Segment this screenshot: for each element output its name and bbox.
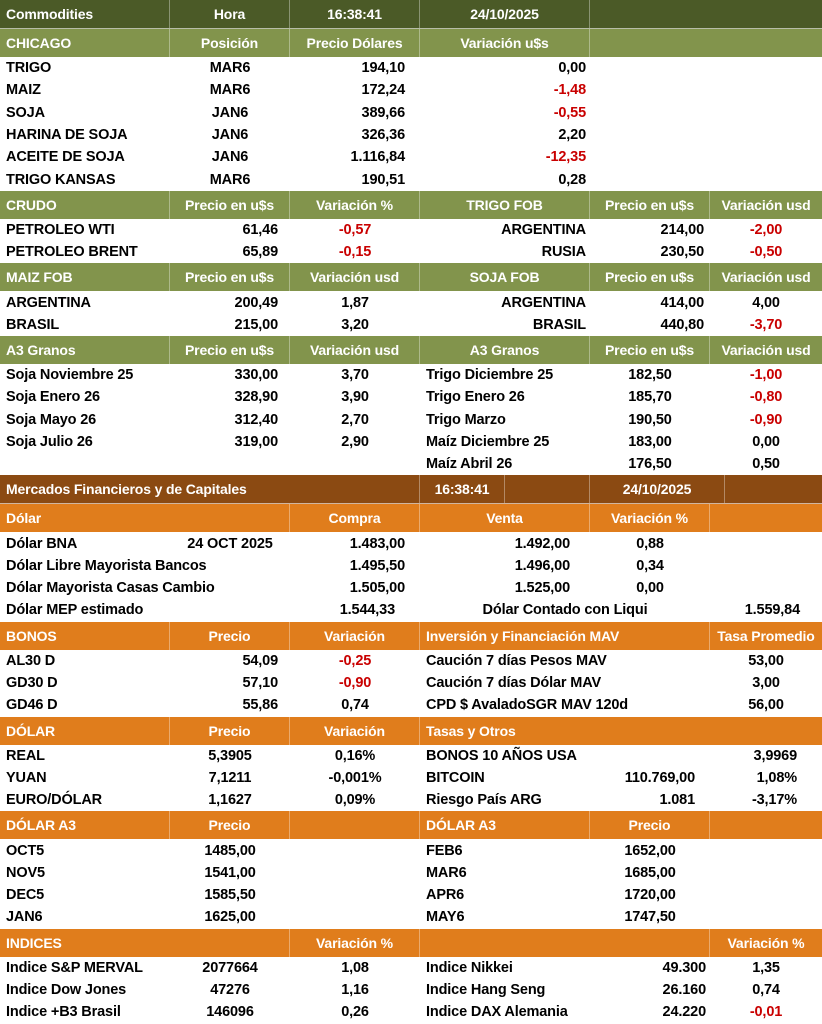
variation-value: 2,90 bbox=[341, 434, 369, 450]
table-row bbox=[0, 694, 822, 716]
table-row bbox=[0, 431, 822, 453]
index-name: Indice Dow Jones bbox=[6, 982, 127, 999]
asset-name: BITCOIN bbox=[426, 769, 485, 786]
table-row bbox=[0, 555, 822, 577]
currency-name: REAL bbox=[6, 747, 45, 764]
chicago-header-row bbox=[0, 29, 822, 57]
variation-value: 0,00 bbox=[558, 60, 586, 77]
future-month: MAY6 bbox=[426, 909, 465, 926]
currency-name: EURO/DÓLAR bbox=[6, 792, 102, 809]
venta-value: 1.496,00 bbox=[514, 557, 570, 574]
price-value: 55,86 bbox=[242, 697, 278, 714]
variation-value: 1,35 bbox=[752, 959, 780, 976]
mav-name: CPD $ AvaladoSGR MAV 120d bbox=[426, 697, 628, 714]
col-header-variacion: Variación % bbox=[290, 191, 420, 219]
asset-variation: 1,08% bbox=[756, 769, 797, 786]
price-value: 1652,00 bbox=[624, 842, 676, 859]
variation-value: -1,48 bbox=[553, 82, 586, 99]
future-month: APR6 bbox=[426, 887, 465, 904]
row-filler bbox=[590, 124, 822, 146]
variation-value: -0,57 bbox=[338, 221, 372, 238]
col-header-precio: Precio bbox=[170, 622, 290, 650]
position-value: JAN6 bbox=[211, 149, 249, 166]
row-filler bbox=[710, 555, 822, 577]
price-value: 194,10 bbox=[361, 60, 405, 77]
table-row bbox=[0, 314, 822, 336]
index-value: 2077664 bbox=[202, 959, 258, 976]
ccl-name: Dólar Contado con Liqui bbox=[482, 602, 648, 619]
price-value: 54,09 bbox=[242, 652, 278, 669]
col-header-variacion: Variación usd bbox=[721, 341, 811, 358]
fx-header-row bbox=[0, 717, 822, 745]
position-value: MAR6 bbox=[209, 60, 251, 77]
price-value: 57,10 bbox=[242, 675, 278, 692]
price-value: 1541,00 bbox=[204, 864, 256, 881]
col-header-variacion: Variación bbox=[290, 717, 420, 745]
contract-name: Soja Mayo 26 bbox=[6, 411, 97, 428]
hora-label: Hora bbox=[170, 0, 290, 28]
row-filler bbox=[710, 839, 822, 861]
price-value: 1720,00 bbox=[624, 887, 676, 904]
fob-header-row bbox=[0, 263, 822, 291]
table-row bbox=[0, 862, 822, 884]
col-header-variacion: Variación % bbox=[290, 929, 420, 957]
mercados-banner-row bbox=[0, 475, 822, 504]
asset-name: BONOS 10 AÑOS USA bbox=[426, 747, 577, 764]
index-name: Indice Nikkei bbox=[426, 959, 513, 976]
section-title-indices: INDICES bbox=[0, 929, 290, 957]
variation-value: -1,00 bbox=[749, 367, 783, 384]
fx-name: Dólar BNA bbox=[6, 535, 78, 552]
report-time: 16:38:41 bbox=[290, 0, 420, 28]
col-header-variacion: Variación % bbox=[727, 934, 805, 951]
price-value: 330,00 bbox=[234, 367, 278, 384]
col-header-precio: Precio bbox=[170, 717, 290, 745]
a3-header-row bbox=[0, 336, 822, 364]
country-name: BRASIL bbox=[532, 316, 586, 333]
index-value: 146096 bbox=[206, 1004, 254, 1021]
section-title-a3-granos: A3 Granos bbox=[0, 336, 170, 364]
col-header-variacion: Variación % bbox=[590, 504, 710, 532]
commodity-name: PETROLEO BRENT bbox=[6, 244, 138, 261]
mav-name: Caución 7 días Dólar MAV bbox=[426, 675, 602, 692]
table-row bbox=[0, 364, 822, 386]
variation-value: 0,26 bbox=[341, 1004, 369, 1021]
contract-name: Soja Julio 26 bbox=[6, 434, 93, 450]
section-title-bonos: BONOS bbox=[0, 622, 170, 650]
header-filler bbox=[505, 475, 590, 503]
contract-name: Trigo Marzo bbox=[426, 411, 506, 428]
col-header-variacion: Variación usd bbox=[721, 196, 811, 213]
price-value: 1585,50 bbox=[204, 887, 256, 904]
price-value: 1747,50 bbox=[624, 909, 676, 926]
table-row bbox=[0, 79, 822, 101]
row-filler bbox=[590, 57, 822, 79]
currency-name: YUAN bbox=[6, 769, 47, 786]
header-filler bbox=[420, 929, 710, 957]
section-title-a3-granos: A3 Granos bbox=[420, 336, 590, 364]
rate-value: 3,00 bbox=[752, 675, 780, 692]
position-value: MAR6 bbox=[209, 171, 251, 188]
ccl-value: 1.559,84 bbox=[744, 602, 800, 619]
index-name: Indice DAX Alemania bbox=[426, 1004, 568, 1021]
price-value: 215,00 bbox=[234, 316, 278, 333]
asset-variation: -3,17% bbox=[751, 792, 797, 809]
price-value: 312,40 bbox=[234, 411, 278, 428]
index-value: 49.300 bbox=[662, 959, 706, 976]
variation-value: -0,01 bbox=[749, 1004, 783, 1021]
crudo-header-row bbox=[0, 191, 822, 219]
asset-price bbox=[590, 745, 710, 767]
asset-name: Riesgo País ARG bbox=[426, 792, 542, 809]
variation-value: 0,50 bbox=[752, 456, 780, 473]
price-value: 200,49 bbox=[234, 294, 278, 311]
rate-value: 56,00 bbox=[748, 697, 784, 714]
variation-value: 1,08 bbox=[341, 959, 369, 976]
price-value: 176,50 bbox=[628, 456, 672, 473]
price-value: 65,89 bbox=[242, 244, 278, 261]
country-name: ARGENTINA bbox=[6, 294, 91, 311]
bond-name: GD30 D bbox=[6, 675, 58, 692]
country-name: ARGENTINA bbox=[501, 221, 586, 238]
col-header-variacion: Variación bbox=[290, 622, 420, 650]
table-row bbox=[0, 453, 822, 475]
variation-value: -0,90 bbox=[749, 411, 783, 428]
section-title-mercados: Mercados Financieros y de Capitales bbox=[0, 475, 420, 503]
report-time: 16:38:41 bbox=[420, 475, 505, 503]
variation-value: -2,00 bbox=[749, 221, 783, 238]
variation-value: 0,00 bbox=[752, 434, 780, 450]
bond-name: GD46 D bbox=[6, 697, 58, 714]
price-value: 185,70 bbox=[628, 389, 672, 406]
table-row bbox=[0, 57, 822, 79]
index-value: 24.220 bbox=[662, 1004, 706, 1021]
col-header-compra: Compra bbox=[290, 504, 420, 532]
table-row bbox=[0, 241, 822, 263]
table-row bbox=[0, 789, 822, 811]
future-month: JAN6 bbox=[6, 909, 43, 926]
variation-value: 3,90 bbox=[341, 389, 369, 406]
table-row bbox=[0, 906, 822, 928]
variation-value: 0,34 bbox=[636, 557, 664, 574]
variation-value: 2,70 bbox=[341, 411, 369, 428]
table-row bbox=[0, 767, 822, 789]
price-value: 414,00 bbox=[660, 294, 704, 311]
price-value: 389,66 bbox=[361, 104, 405, 121]
row-filler bbox=[590, 168, 822, 190]
bond-name: AL30 D bbox=[6, 652, 56, 669]
table-row bbox=[0, 124, 822, 146]
variation-value: -0,90 bbox=[338, 675, 372, 692]
country-name: RUSIA bbox=[541, 244, 586, 261]
table-row bbox=[0, 884, 822, 906]
variation-value: -0,50 bbox=[749, 244, 783, 261]
price-value: 1.116,84 bbox=[350, 149, 405, 166]
dolar-header-row bbox=[0, 504, 822, 532]
table-row bbox=[0, 1001, 822, 1023]
contract-name: Trigo Diciembre 25 bbox=[426, 367, 554, 384]
col-header-precio: Precio bbox=[590, 811, 710, 839]
price-value: 172,24 bbox=[361, 82, 405, 99]
future-month: DEC5 bbox=[6, 887, 45, 904]
future-month: MAR6 bbox=[426, 864, 467, 881]
report-header-row bbox=[0, 0, 822, 29]
section-title-chicago: CHICAGO bbox=[0, 29, 170, 57]
col-header-precio: Precio en u$s bbox=[590, 191, 710, 219]
fx-name: Dólar Mayorista Casas Cambio bbox=[6, 580, 215, 597]
row-filler bbox=[590, 79, 822, 101]
col-header-precio: Precio bbox=[170, 811, 290, 839]
price-value: 319,00 bbox=[234, 434, 278, 450]
col-header-precio: Precio en u$s bbox=[170, 191, 290, 219]
table-row bbox=[0, 839, 822, 861]
table-row bbox=[0, 102, 822, 124]
report-date: 24/10/2025 bbox=[590, 475, 725, 503]
table-row bbox=[0, 979, 822, 1001]
country-name: BRASIL bbox=[6, 316, 60, 333]
price-value: 1485,00 bbox=[204, 842, 256, 859]
row-filler bbox=[710, 577, 822, 599]
mep-value: 1.544,33 bbox=[339, 602, 395, 619]
variation-value: 3,20 bbox=[341, 316, 369, 333]
section-title-dolar-monedas: DÓLAR bbox=[0, 717, 170, 745]
col-header-variacion: Variación u$s bbox=[420, 29, 590, 57]
future-month: OCT5 bbox=[6, 842, 45, 859]
index-value: 47276 bbox=[210, 982, 250, 999]
contract-name: Maíz Abril 26 bbox=[426, 456, 513, 473]
compra-value: 1.483,00 bbox=[349, 535, 405, 552]
index-value: 26.160 bbox=[662, 982, 706, 999]
col-header-precio: Precio en u$s bbox=[170, 263, 290, 291]
report-date: 24/10/2025 bbox=[420, 0, 590, 28]
table-row bbox=[0, 386, 822, 408]
price-value: 190,50 bbox=[628, 411, 672, 428]
row-filler bbox=[710, 906, 822, 928]
variation-value: 2,20 bbox=[558, 127, 586, 144]
price-value: 5,3905 bbox=[208, 747, 252, 764]
commodity-name: HARINA DE SOJA bbox=[6, 127, 128, 144]
commodity-name: TRIGO KANSAS bbox=[6, 171, 116, 188]
table-row bbox=[0, 146, 822, 168]
section-title-tasas-y-otros: Tasas y Otros bbox=[426, 722, 516, 739]
price-value: 1,1627 bbox=[208, 792, 252, 809]
table-row bbox=[0, 672, 822, 694]
section-title-dolar-a3: DÓLAR A3 bbox=[0, 811, 170, 839]
col-header-precio: Precio en u$s bbox=[590, 263, 710, 291]
col-header-venta: Venta bbox=[420, 504, 590, 532]
position-value: JAN6 bbox=[211, 104, 249, 121]
report-title: Commodities bbox=[0, 0, 170, 28]
price-value: 61,46 bbox=[242, 221, 278, 238]
col-header-posicion: Posición bbox=[170, 29, 290, 57]
index-name: Indice Hang Seng bbox=[426, 982, 546, 999]
section-title-dolar-a3: DÓLAR A3 bbox=[420, 811, 590, 839]
compra-value: 1.505,00 bbox=[349, 580, 405, 597]
contract-name: Soja Enero 26 bbox=[6, 389, 100, 406]
dolar-a3-header-row bbox=[0, 811, 822, 839]
row-filler bbox=[710, 532, 822, 554]
header-filler bbox=[290, 811, 420, 839]
price-value: 7,1211 bbox=[208, 769, 252, 786]
rate-value: 53,00 bbox=[748, 652, 784, 669]
asset-price: 1.081 bbox=[659, 792, 695, 809]
commodity-name: PETROLEO WTI bbox=[6, 221, 115, 238]
row-filler bbox=[710, 884, 822, 906]
price-value: 182,50 bbox=[628, 367, 672, 384]
variation-value: 0,88 bbox=[636, 535, 664, 552]
header-filler bbox=[590, 29, 822, 57]
col-header-tasa-promedio: Tasa Promedio bbox=[717, 627, 815, 644]
price-value: 183,00 bbox=[628, 434, 672, 450]
variation-value: 1,87 bbox=[341, 294, 369, 311]
variation-value: 0,74 bbox=[341, 697, 369, 714]
row-filler bbox=[0, 453, 420, 475]
contract-name: Soja Noviembre 25 bbox=[6, 367, 134, 384]
variation-value: 3,70 bbox=[341, 367, 369, 384]
fx-name: Dólar MEP estimado bbox=[6, 602, 144, 619]
variation-value: -3,70 bbox=[749, 316, 783, 333]
table-row bbox=[0, 957, 822, 979]
row-filler bbox=[290, 839, 420, 861]
table-row bbox=[0, 219, 822, 241]
row-filler bbox=[290, 862, 420, 884]
variation-value: 0,09% bbox=[334, 792, 376, 809]
mav-name: Caución 7 días Pesos MAV bbox=[426, 652, 607, 669]
row-filler bbox=[590, 146, 822, 168]
table-row bbox=[0, 650, 822, 672]
price-value: 214,00 bbox=[660, 221, 704, 238]
variation-value: -0,25 bbox=[338, 652, 372, 669]
variation-value: -0,55 bbox=[553, 104, 586, 121]
country-name: ARGENTINA bbox=[501, 294, 586, 311]
col-header-precio: Precio en u$s bbox=[590, 336, 710, 364]
variation-value: 0,28 bbox=[558, 171, 586, 188]
col-header-variacion: Variación usd bbox=[290, 263, 420, 291]
future-month: NOV5 bbox=[6, 864, 45, 881]
compra-value: 1.495,50 bbox=[349, 557, 405, 574]
price-value: 190,51 bbox=[361, 171, 405, 188]
position-value: JAN6 bbox=[211, 127, 249, 144]
variation-value: 1,16 bbox=[341, 982, 369, 999]
variation-value: -12,35 bbox=[545, 149, 586, 166]
bonos-header-row bbox=[0, 622, 822, 650]
row-filler bbox=[290, 884, 420, 906]
table-row bbox=[0, 532, 822, 554]
variation-value: 0,00 bbox=[636, 580, 664, 597]
table-row bbox=[0, 291, 822, 313]
col-header-variacion: Variación usd bbox=[290, 336, 420, 364]
section-title-dolar: Dólar bbox=[0, 504, 290, 532]
index-name: Indice +B3 Brasil bbox=[6, 1004, 121, 1021]
fx-date: 24 OCT 2025 bbox=[187, 535, 273, 552]
header-filler bbox=[590, 0, 822, 28]
col-header-precio: Precio en u$s bbox=[170, 336, 290, 364]
variation-value: 0,16% bbox=[334, 747, 376, 764]
row-filler bbox=[590, 102, 822, 124]
variation-value: 0,74 bbox=[752, 982, 780, 999]
row-filler bbox=[710, 862, 822, 884]
variation-value: -0,80 bbox=[749, 389, 783, 406]
price-value: 440,80 bbox=[660, 316, 704, 333]
position-value: MAR6 bbox=[209, 82, 251, 99]
section-title-mav: Inversión y Financiación MAV bbox=[420, 622, 710, 650]
future-month: FEB6 bbox=[426, 842, 463, 859]
table-row bbox=[0, 577, 822, 599]
table-row bbox=[0, 168, 822, 190]
table-row bbox=[0, 599, 822, 621]
price-value: 326,36 bbox=[361, 127, 405, 144]
col-header-precio-dolares: Precio Dólares bbox=[290, 29, 420, 57]
header-filler bbox=[710, 504, 822, 532]
col-header-variacion: Variación usd bbox=[721, 269, 811, 286]
fx-name: Dólar Libre Mayorista Bancos bbox=[6, 557, 207, 574]
commodity-name: ACEITE DE SOJA bbox=[6, 149, 125, 166]
asset-variation: 3,9969 bbox=[753, 747, 797, 764]
table-row bbox=[0, 745, 822, 767]
contract-name: Maíz Diciembre 25 bbox=[426, 434, 550, 450]
price-value: 1685,00 bbox=[624, 864, 676, 881]
index-name: Indice S&P MERVAL bbox=[6, 959, 143, 976]
variation-value: -0,15 bbox=[338, 244, 372, 261]
price-value: 230,50 bbox=[660, 244, 704, 261]
header-filler bbox=[710, 811, 822, 839]
variation-value: 4,00 bbox=[752, 294, 780, 311]
section-title-soja-fob: SOJA FOB bbox=[420, 263, 590, 291]
commodity-name: MAIZ bbox=[6, 82, 41, 99]
section-title-crudo: CRUDO bbox=[0, 191, 170, 219]
asset-price: 110.769,00 bbox=[624, 769, 695, 786]
contract-name: Trigo Enero 26 bbox=[426, 389, 525, 406]
table-row bbox=[0, 409, 822, 431]
price-value: 328,90 bbox=[234, 389, 278, 406]
venta-value: 1.525,00 bbox=[514, 580, 570, 597]
commodity-name: TRIGO bbox=[6, 60, 52, 77]
commodity-name: SOJA bbox=[6, 104, 45, 121]
section-title-trigo-fob: TRIGO FOB bbox=[420, 191, 590, 219]
indices-header-row bbox=[0, 929, 822, 957]
section-title-maiz-fob: MAIZ FOB bbox=[0, 263, 170, 291]
row-filler bbox=[290, 906, 420, 928]
header-filler bbox=[725, 475, 822, 503]
variation-value: -0,001% bbox=[328, 769, 382, 786]
venta-value: 1.492,00 bbox=[514, 535, 570, 552]
price-value: 1625,00 bbox=[204, 909, 256, 926]
